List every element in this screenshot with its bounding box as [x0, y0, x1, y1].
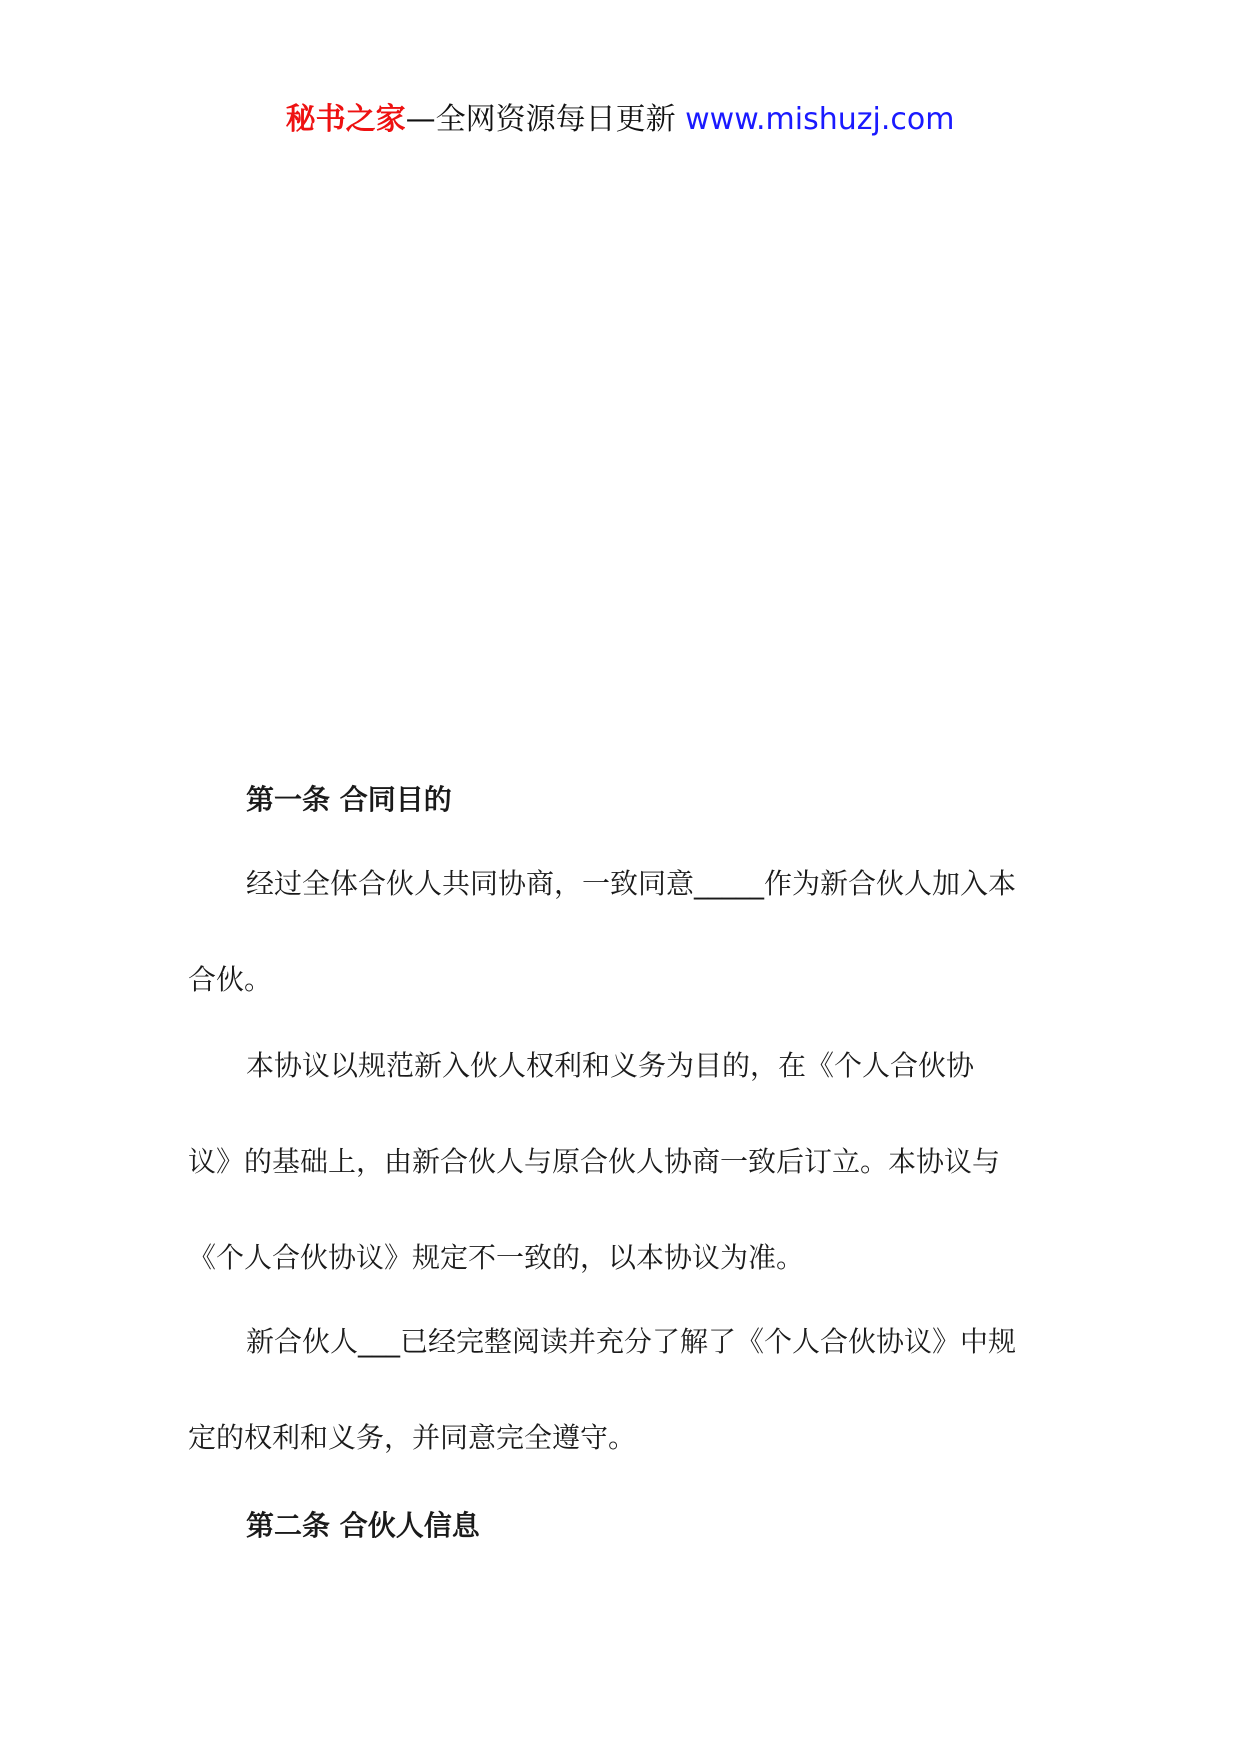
- section-1-paragraph-2: [188, 1046, 1060, 1278]
- section-2-heading: 第二条 合伙人信息: [246, 1509, 480, 1542]
- section-1-paragraph-3: [188, 1322, 1060, 1458]
- site-url-link[interactable]: www.mishuzj.com: [685, 102, 955, 137]
- paragraph-line: 合伙。: [188, 963, 273, 996]
- header-tagline: —全网资源每日更新: [405, 102, 686, 137]
- section-1-paragraph-1: [188, 864, 1060, 1000]
- brand-name: 秘书之家: [285, 102, 406, 137]
- paragraph-line: 《个人合伙协议》规定不一致的，以本协议为准。: [188, 1241, 805, 1274]
- section-1-heading: 第一条 合同目的: [246, 783, 452, 816]
- paragraph-line: 本协议以规范新入伙人权利和义务为目的，在《个人合伙协: [246, 1049, 975, 1082]
- paragraph-line: 议》的基础上，由新合伙人与原合伙人协商一致后订立。本协议与: [188, 1145, 1001, 1178]
- site-header: [0, 100, 1240, 140]
- paragraph-line: 经过全体合伙人共同协商，一致同意_____作为新合伙人加入本: [246, 867, 1017, 900]
- paragraph-line: 新合伙人___已经完整阅读并充分了解了《个人合伙协议》中规: [246, 1325, 1017, 1358]
- paragraph-line: 定的权利和义务，并同意完全遵守。: [188, 1421, 637, 1454]
